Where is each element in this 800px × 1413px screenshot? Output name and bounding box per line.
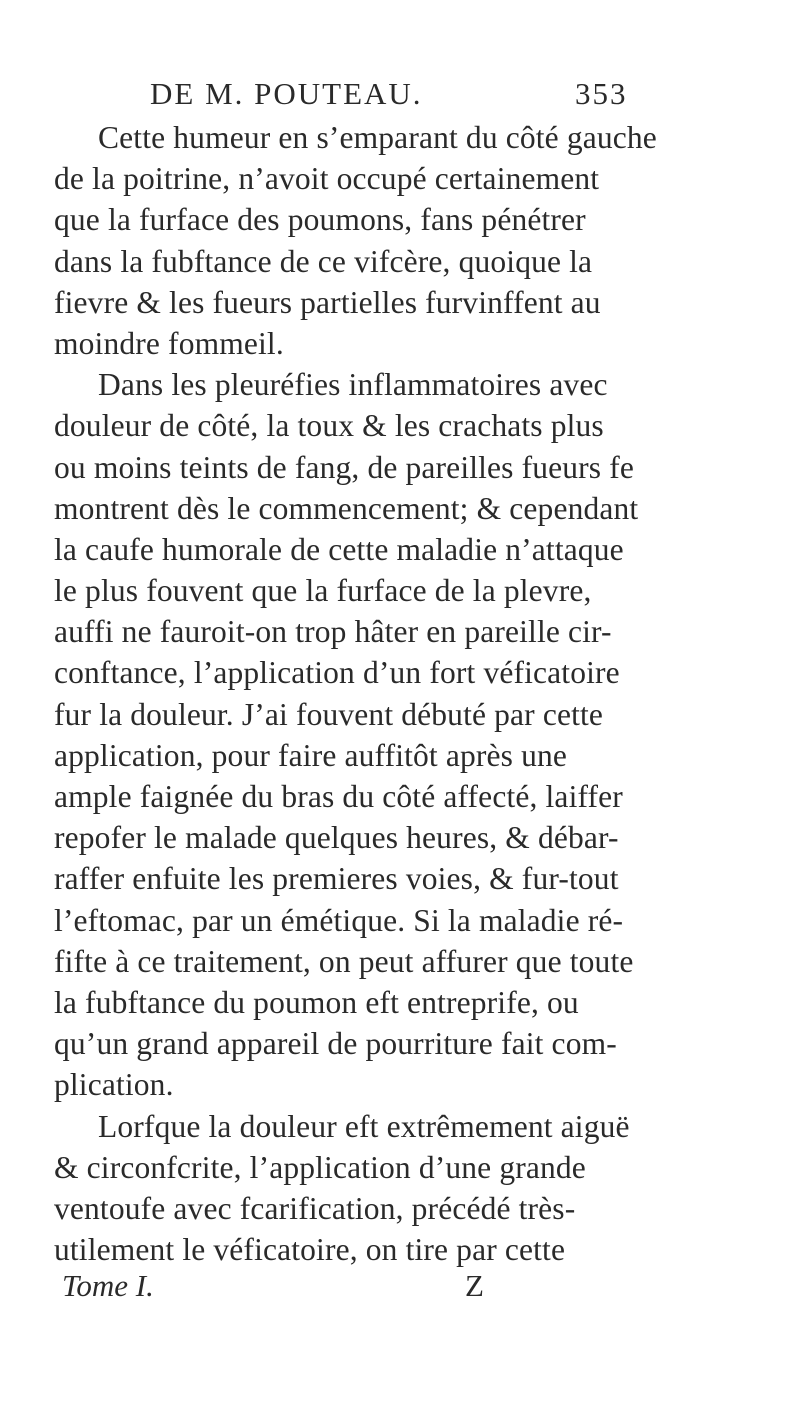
body-text xyxy=(54,117,744,1270)
text-line: Cette humeur en s’emparant du côté gauche xyxy=(98,120,657,155)
text-line: montrent dès le commencement; & cependant xyxy=(54,490,639,526)
text-line: raffer enfuite les premieres voies, & fur-tout xyxy=(54,861,619,897)
text-line: douleur de côté, la toux & les crachats plus xyxy=(54,408,604,444)
volume-signature: Tome I. xyxy=(62,1268,154,1303)
text-line: Dans les pleuréfies inflammatoires avec xyxy=(98,367,608,403)
text-line: de la poitrine, n’avoit occupé certainement xyxy=(54,161,600,197)
text-line: la fubftance du poumon eft entreprife, ou xyxy=(54,984,579,1020)
running-head-title: DE M. POUTEAU. xyxy=(150,76,423,111)
text-line: utilement le véficatoire, on tire par cette xyxy=(54,1232,566,1268)
text-line: qu’un grand appareil de pourriture fait com- xyxy=(54,1026,617,1062)
text-line: ventoufe avec fcarification, précédé très- xyxy=(54,1190,576,1226)
text-line: & circonfcrite, l’application d’une grande xyxy=(54,1149,586,1185)
text-line: dans la fubftance de ce vifcère, quoique la xyxy=(54,243,593,279)
text-line: moindre fommeil. xyxy=(54,325,284,361)
text-line: plication. xyxy=(54,1067,174,1103)
text-line: ample faignée du bras du côté affecté, laiffer xyxy=(54,779,623,814)
text-line: fur la douleur. J’ai fouvent débuté par cette xyxy=(54,696,604,732)
running-head xyxy=(150,76,770,116)
gathering-signature: Z xyxy=(465,1268,484,1303)
page-number: 353 xyxy=(575,76,628,111)
text-line: l’eftomac, par un émétique. Si la maladie ré- xyxy=(54,902,624,938)
text-line: repofer le malade quelques heures, & débar- xyxy=(54,820,619,856)
text-line: auffi ne fauroit-on trop hâter en pareille cir- xyxy=(54,614,612,650)
text-line: le plus fouvent que la furface de la plevre, xyxy=(54,573,592,609)
text-line: Lorfque la douleur eft extrêmement aiguë xyxy=(98,1108,630,1144)
text-line: conftance, l’application d’un fort véficatoire xyxy=(54,655,620,691)
text-line: que la furface des poumons, fans pénétrer xyxy=(54,202,586,238)
signature-line xyxy=(54,1268,744,1308)
text-line: ou moins teints de fang, de pareilles fueurs fe xyxy=(54,449,635,485)
text-line: fifte à ce traitement, on peut affurer que toute xyxy=(54,943,634,979)
text-line: la caufe humorale de cette maladie n’attaque xyxy=(54,531,624,567)
text-line: application, pour faire auffitôt après une xyxy=(54,737,568,773)
text-line: fievre & les fueurs partielles furvinffent au xyxy=(54,284,601,320)
